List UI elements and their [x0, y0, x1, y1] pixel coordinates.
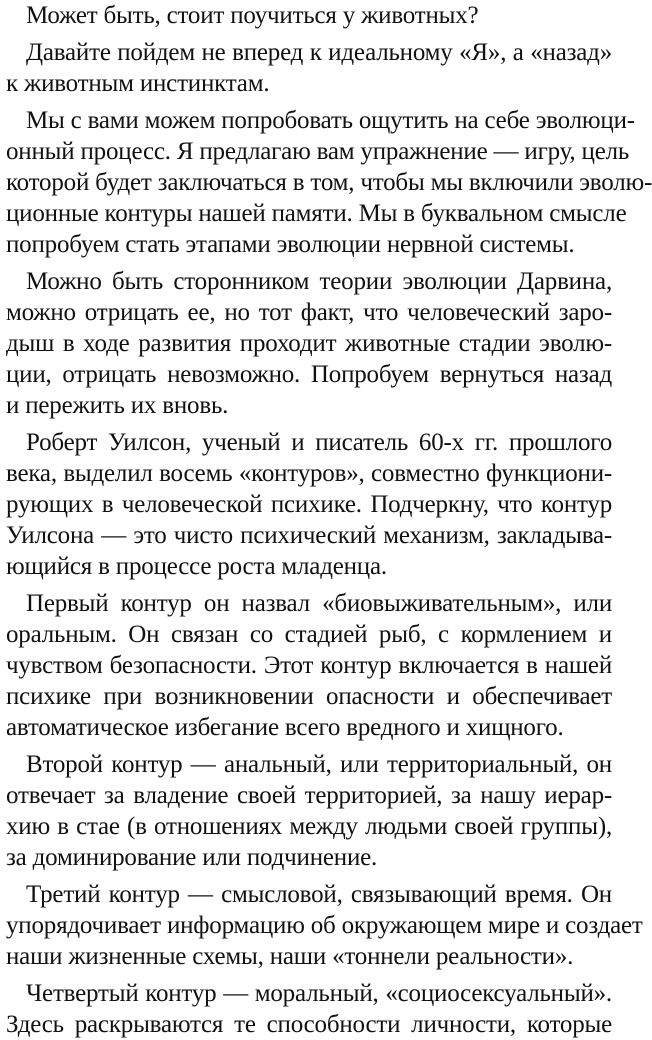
text-line: психике при возникновении опасности и обеспечивает	[6, 683, 612, 710]
text-line: Здесь раскрываются те способности личности, которые	[6, 1011, 612, 1038]
text-line: ющийся в процессе роста младенца.	[6, 553, 387, 580]
text-line: и пережить их вновь.	[6, 392, 229, 419]
text-line: можно отрицать ее, но тот факт, что человеческий заро-	[6, 299, 612, 326]
paragraph	[6, 749, 612, 873]
text-line: дыш в ходе развития проходит животные стадии эволю-	[6, 330, 612, 357]
paragraph	[6, 427, 612, 582]
paragraph	[6, 978, 612, 1040]
text-line: упорядочивает информацию об окружающем мире и создает	[6, 912, 643, 939]
paragraph	[6, 879, 643, 972]
text-line: ции, отрицать невозможно. Попробуем вернуться назад	[6, 361, 612, 388]
text-line: Третий контур — смысловой, связывающий время. Он	[26, 881, 612, 908]
paragraph	[6, 266, 612, 421]
text-line: Первый контур он назвал «биовыживательным», или	[26, 590, 612, 617]
text-line: автоматическое избегание всего вредного и хищного.	[6, 714, 564, 741]
text-line: Мы с вами можем попробовать ощутить на себе эволюци-	[26, 107, 635, 134]
text-line: за доминирование или подчинение.	[6, 844, 378, 871]
paragraph	[6, 37, 612, 99]
text-line: наши жизненные схемы, наши «тоннели реальности».	[6, 943, 574, 970]
text-line: отвечает за владение своей территорией, за нашу иерар-	[6, 782, 612, 809]
text-line: хию в стае (в отношениях между людьми своей группы),	[6, 813, 612, 840]
text-line: ционные контуры нашей памяти. Мы в буквальном смысле	[6, 200, 627, 227]
text-line: рующих в человеческой психике. Подчеркну, что контур	[6, 491, 612, 518]
paragraph	[6, 0, 612, 31]
text-line: века, выделил восемь «контуров», совместно функциони-	[6, 460, 612, 487]
text-line: попробуем стать этапами эволюции нервной системы.	[6, 231, 575, 258]
text-line: Может быть, стоит поучиться у животных?	[26, 2, 479, 29]
text-line: Второй контур — анальный, или территориальный, он	[26, 751, 612, 778]
text-line: Четвертый контур — моральный, «социосексуальный».	[26, 980, 612, 1007]
text-line: Уилсона — это чисто психический механизм, закладыва-	[6, 522, 612, 549]
paragraph	[6, 588, 612, 743]
text-line: которой будет заключаться в том, чтобы мы включили эволю-	[6, 169, 652, 196]
text-line: к животным инстинктам.	[6, 70, 270, 97]
paragraph	[6, 105, 652, 260]
text-line: Давайте пойдем не вперед к идеальному «Я», а «назад»	[26, 39, 612, 66]
text-line: чувством безопасности. Этот контур включается в нашей	[6, 652, 612, 679]
text-line: оральным. Он связан со стадией рыб, с кормлением и	[6, 621, 612, 648]
text-line: Роберт Уилсон, ученый и писатель 60-х гг. прошлого	[26, 429, 612, 456]
text-line: Можно быть сторонником теории эволюции Дарвина,	[26, 268, 612, 295]
text-body	[6, 0, 652, 1040]
text-line: онный процесс. Я предлагаю вам упражнение — игру, цель	[6, 138, 630, 165]
